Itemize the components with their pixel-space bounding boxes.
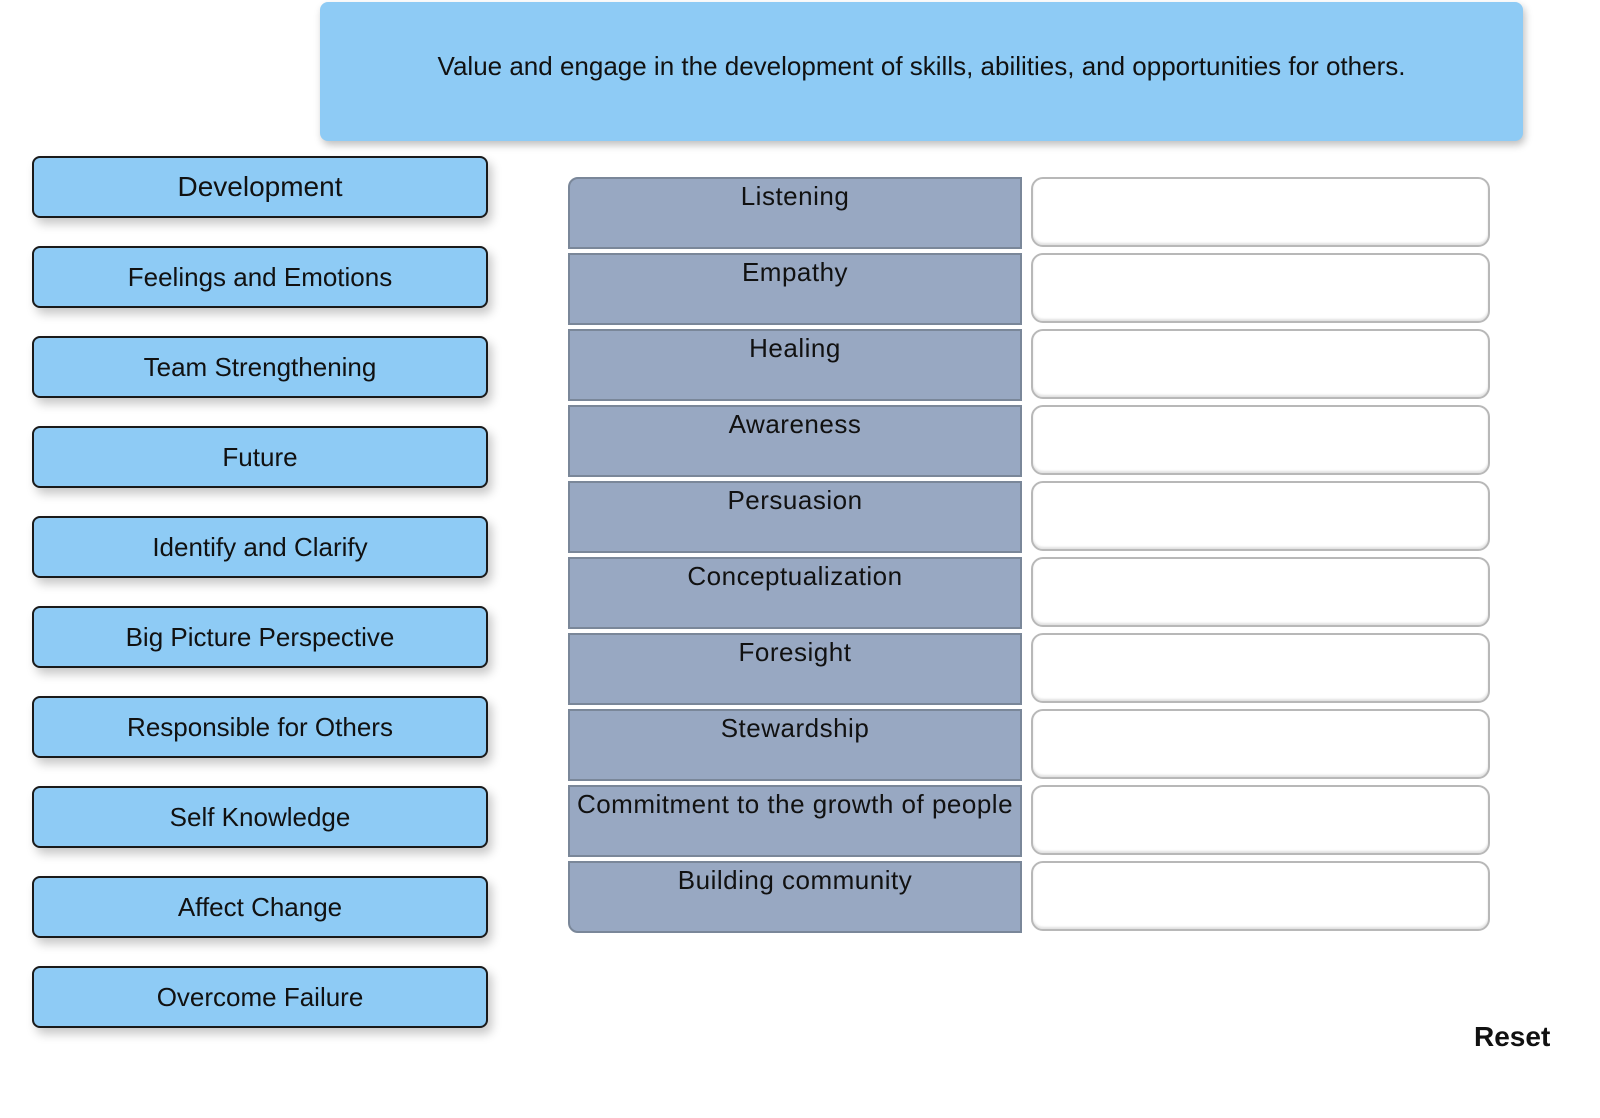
term-label: Healing [568, 329, 1022, 401]
drop-target[interactable] [1031, 709, 1490, 779]
matching-row [568, 253, 1490, 325]
drop-target[interactable] [1031, 405, 1490, 475]
matching-row [568, 177, 1490, 249]
term-label: Persuasion [568, 481, 1022, 553]
drop-target[interactable] [1031, 785, 1490, 855]
drop-target[interactable] [1031, 329, 1490, 399]
drop-target[interactable] [1031, 557, 1490, 627]
term-label: Foresight [568, 633, 1022, 705]
reset-button[interactable]: Reset [1474, 1021, 1551, 1052]
answer-tile-identify-and-clarify[interactable]: Identify and Clarify [32, 516, 488, 578]
answer-tile-overcome-failure[interactable]: Overcome Failure [32, 966, 488, 1028]
matching-row [568, 329, 1490, 401]
drop-target[interactable] [1031, 253, 1490, 323]
term-label: Conceptualization [568, 557, 1022, 629]
drop-target[interactable] [1031, 633, 1490, 703]
term-label: Listening [568, 177, 1022, 249]
matching-row [568, 709, 1490, 781]
matching-row [568, 861, 1490, 933]
term-label: Empathy [568, 253, 1022, 325]
term-label: Building community [568, 861, 1022, 933]
answer-tile-development[interactable]: Development [32, 156, 488, 218]
drop-target[interactable] [1031, 481, 1490, 551]
term-label: Commitment to the growth of people [568, 785, 1022, 857]
answer-tile-feelings-and-emotions[interactable]: Feelings and Emotions [32, 246, 488, 308]
answer-tile-responsible-for-others[interactable]: Responsible for Others [32, 696, 488, 758]
drop-target[interactable] [1031, 177, 1490, 247]
term-label: Stewardship [568, 709, 1022, 781]
answer-tile-big-picture-perspective[interactable]: Big Picture Perspective [32, 606, 488, 668]
matching-row [568, 405, 1490, 477]
prompt-text: Value and engage in the development of skills, abilities, and opportunities for others. [437, 51, 1406, 81]
answer-tile-future[interactable]: Future [32, 426, 488, 488]
answer-tile-affect-change[interactable]: Affect Change [32, 876, 488, 938]
matching-row [568, 557, 1490, 629]
answer-tile-self-knowledge[interactable]: Self Knowledge [32, 786, 488, 848]
matching-row [568, 633, 1490, 705]
drop-target[interactable] [1031, 861, 1490, 931]
answer-tile-team-strengthening[interactable]: Team Strengthening [32, 336, 488, 398]
matching-row [568, 785, 1490, 857]
prompt-card[interactable] [320, 2, 1523, 141]
matching-row [568, 481, 1490, 553]
term-label: Awareness [568, 405, 1022, 477]
